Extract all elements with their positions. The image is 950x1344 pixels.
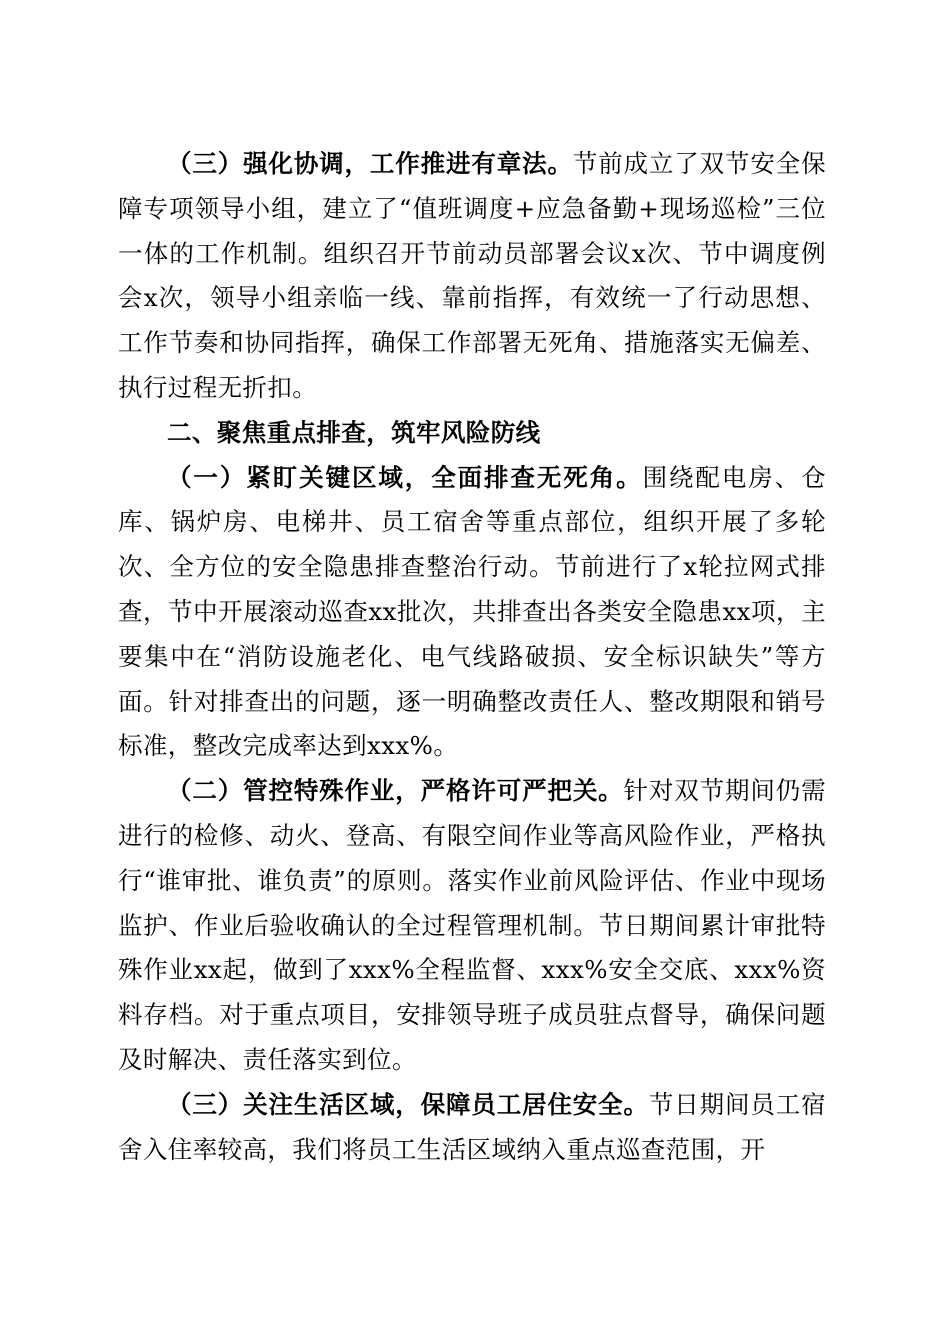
paragraph-lead: （二）管控特殊作业，严格许可严把关。 bbox=[167, 776, 624, 806]
paragraph-body: 节日期间员工宿舍入住率较高，我们将员工生活区域纳入重点巡查范围，开 bbox=[118, 1089, 826, 1164]
paragraph-body: 针对双节期间仍需进行的检修、动火、登高、有限空间作业等高风险作业，严格执行“谁审批、谁负责”的原则。落实作业前风险评估、作业中现场监护、作业后验收确认的全过程管理机制。节日期间累计审批特殊作业xx起，做到了xxx%全程监督、xxx%安全交底、xxx%资料存档。对于重点项目，安排领导班子成员驻点督导，确保问题及时解决、责任落实到位。 bbox=[118, 776, 826, 1074]
paragraph-lead: （三）强化协调，工作推进有章法。 bbox=[167, 149, 573, 178]
paragraph-lead: （一）紧盯关键区域，全面排查无死角。 bbox=[167, 462, 643, 492]
paragraph-body: 节前成立了双节安全保障专项领导小组，建立了“值班调度+应急备勤+现场巡检”三位一体的工作机制。组织召开节前动员部署会议x次、节中调度例会x次，领导小组亲临一线、靠前指挥，有效统一了行动思想、工作节奏和协同指挥，确保工作部署无死角、措施落实无偏差、执行过程无折扣。 bbox=[118, 149, 827, 402]
paragraph-lead: （三）关注生活区域，保障员工居住安全。 bbox=[167, 1089, 649, 1119]
paragraph-coordination bbox=[118, 142, 826, 411]
document-page bbox=[118, 142, 826, 1172]
paragraph-living-areas bbox=[118, 1083, 826, 1173]
paragraph-special-operations bbox=[118, 769, 826, 1083]
section-heading: 二、聚焦重点排查，筑牢风险防线 bbox=[167, 417, 541, 447]
paragraph-body: 围绕配电房、仓库、锅炉房、电梯井、员工宿舍等重点部位，组织开展了多轮次、全方位的安全隐患排查整治行动。节前进行了x轮拉网式排查，节中开展滚动巡查xx批次，共排查出各类安全隐患xx项，主要集中在“消防设施老化、电气线路破损、安全标识缺失”等方面。针对排查出的问题，逐一明确整改责任人、整改期限和销号标准，整改完成率达到xxx%。 bbox=[118, 462, 826, 761]
paragraph-key-areas bbox=[118, 456, 826, 770]
